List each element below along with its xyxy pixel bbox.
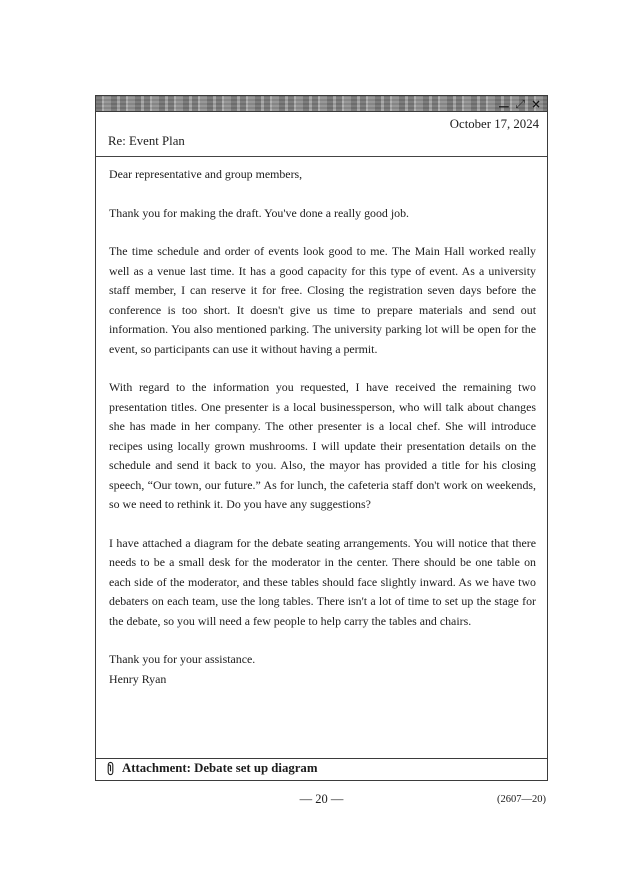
email-subject: Re: Event Plan [108,134,185,148]
minimize-icon[interactable]: — [498,100,510,113]
email-paragraph: The time schedule and order of events look good to me. The Main Hall worked really well as a venue last time. It has a good capacity for this type of event. As a university staff member, I can reserve it for free. Closing the registration seven days before the conference is too short. It doesn't give us time to prepare materials and send out information. You also mentioned parking. The university parking lot will be open for the event, so participants can use it without having a permit. [109,244,536,356]
window-titlebar[interactable] [96,96,547,112]
email-signoff [109,650,536,689]
attachment-label: Attachment: Debate set up diagram [122,761,318,775]
email-paragraph: Thank you for making the draft. You've done a really good job. [109,205,410,220]
paperclip-icon [106,761,115,776]
email-window [95,95,548,781]
email-body [96,157,547,758]
close-icon[interactable]: × [530,96,541,111]
email-header [96,112,547,156]
page-footer [95,792,548,810]
page-code: (2607—20) [497,794,546,805]
email-paragraph: I have attached a diagram for the debate seating arrangements. You will notice that there needs to be a small desk for the moderator in the center. There should be one table on each side of the moderator, and these tables should face slightly inward. As we have two debaters on each team, use the long tables. There isn't a lot of time to set up the stage for the debate, so you will need a few people to help carry the tables and chairs. [109,535,536,628]
email-greeting: Dear representative and group members, [109,167,303,181]
email-date: October 17, 2024 [449,117,539,131]
page-number: — 20 — [299,792,344,806]
email-closing: Thank you for your assistance. [109,652,256,666]
attachment-bar[interactable] [96,758,547,780]
resize-icon[interactable]: ⤢ [515,96,525,111]
email-signature: Henry Ryan [109,671,167,686]
email-paragraphs [109,204,536,632]
email-paragraph: With regard to the information you requested, I have received the remaining two presentation titles. One presenter is a local businessperson, who will talk about changes she has made in her company. The other presenter is a local chef. She will introduce recipes using locally grown mushrooms. I will update their presentation details on the schedule and send it back to you. Also, the mayor has provided a title for his closing speech, “Our town, our future.” As for lunch, the cafeteria staff don't work on weekends, so we need to rethink it. Do you have any suggestions? [109,380,536,511]
